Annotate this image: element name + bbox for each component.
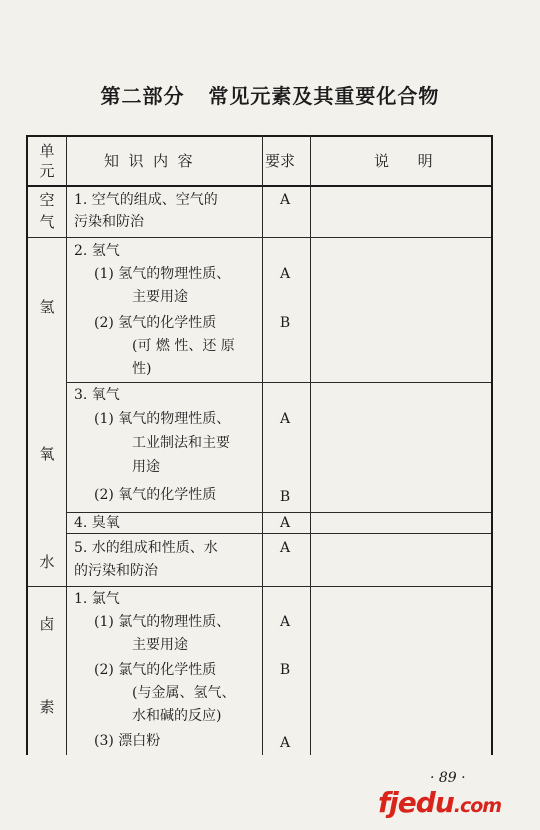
page-number: · 89 · [430,770,466,786]
table-left-border [26,135,28,755]
site-watermark-logo [378,786,501,819]
requirement-value: A [279,735,291,751]
requirement-value: A [279,192,291,208]
unit-label: 氢 [39,298,55,316]
header-unit: 元 [39,162,55,180]
content-line: 1. 氯气 [74,591,120,607]
page-title: 第二部分 常见元素及其重要化合物 [100,84,440,108]
header-requirement: 要求 [265,152,296,170]
watermark-tld: .com [453,795,502,817]
content-line: 主要用途 [132,289,188,305]
content-line: (与金属、氢气、 [132,685,236,701]
unit-divider [26,237,66,238]
content-line: (1) 氧气的物理性质、 [94,411,231,427]
row-divider [66,533,492,534]
unit-label: 气 [39,213,55,231]
requirement-value: A [279,266,291,282]
content-line: 3. 氧气 [74,387,120,403]
header-bottom-border [26,185,492,187]
content-line: (3) 漂白粉 [94,733,161,749]
content-line: 5. 水的组成和性质、水 [74,540,218,556]
content-line: (1) 氢气的物理性质、 [94,266,231,282]
content-line: 主要用途 [132,637,188,653]
requirement-value: A [279,540,291,556]
row-divider [66,237,492,238]
requirement-value: B [279,315,291,331]
table-right-border [491,135,493,755]
content-line: 污染和防治 [74,214,144,230]
header-content: 知 识 内 容 [104,152,193,170]
content-line: 性) [132,361,152,377]
row-divider [66,382,492,383]
unit-label: 素 [39,698,55,716]
requirement-value: A [279,515,291,531]
requirement-value: B [279,662,291,678]
row-divider [26,586,492,587]
content-line: 2. 氢气 [74,243,120,259]
header-unit: 单 [39,142,55,160]
table-top-border [26,135,492,137]
content-line: (2) 氯气的化学性质 [94,662,217,678]
content-line: (可 燃 性、还 原 [132,338,235,354]
unit-label: 氧 [39,445,55,463]
column-divider [66,135,67,755]
content-line: 用途 [132,459,160,475]
header-notes: 说 明 [374,152,433,170]
unit-label: 水 [39,553,55,571]
content-line: 工业制法和主要 [132,435,230,451]
unit-label: 空 [39,191,55,209]
content-line: 的污染和防治 [74,563,158,579]
content-line: (2) 氧气的化学性质 [94,487,217,503]
content-line: 水和碱的反应) [132,708,222,724]
requirement-value: B [279,489,291,505]
content-line: (2) 氢气的化学性质 [94,315,217,331]
column-divider [310,135,311,755]
requirement-value: A [279,411,291,427]
content-line: (1) 氯气的物理性质、 [94,614,231,630]
content-line: 1. 空气的组成、空气的 [74,192,218,208]
unit-label: 卤 [39,615,55,633]
watermark-main: fjedu [378,786,454,819]
requirement-value: A [279,614,291,630]
content-line: 4. 臭氧 [74,515,120,531]
